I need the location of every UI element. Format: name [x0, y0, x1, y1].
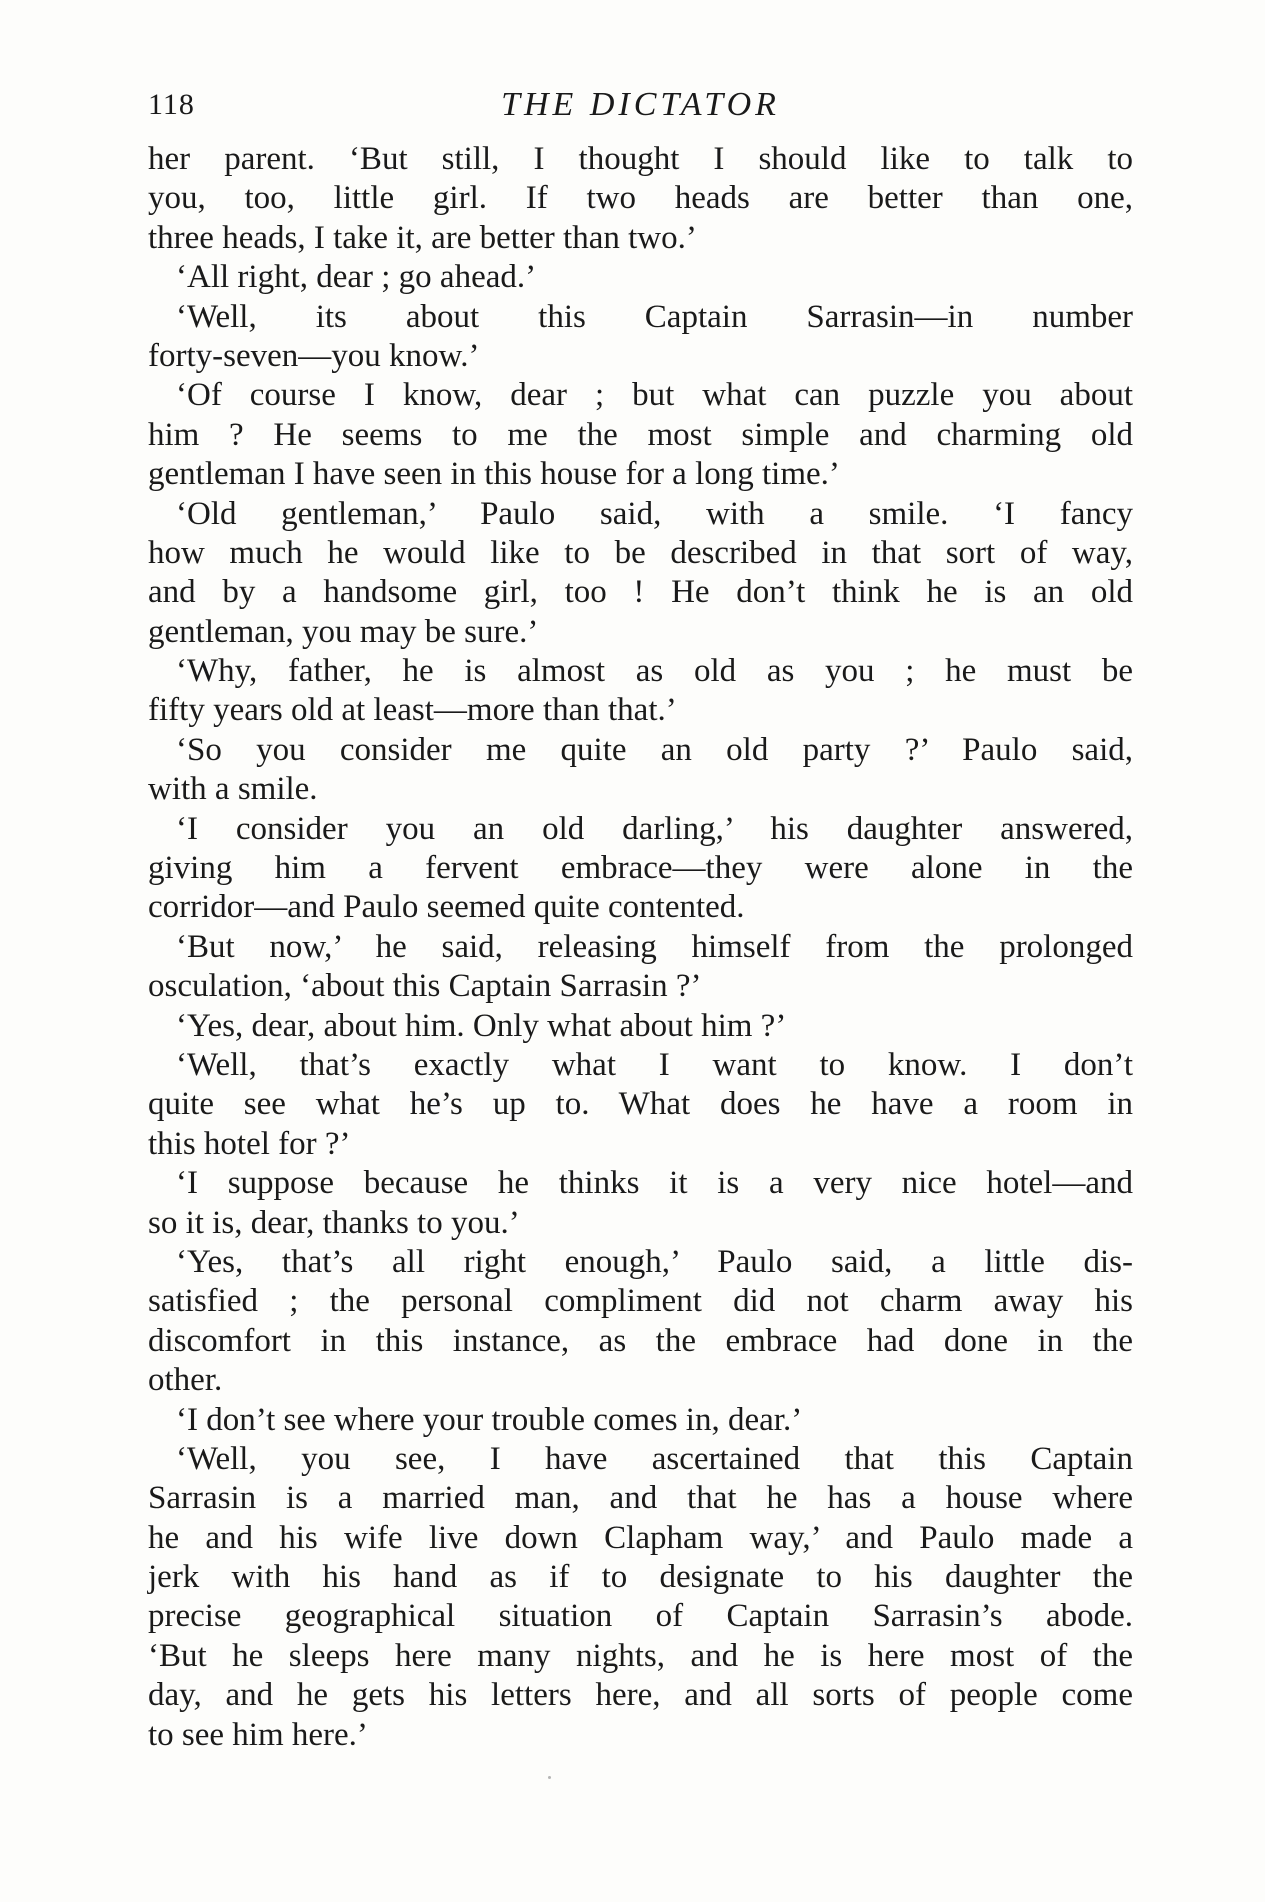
text-line: jerk with his hand as if to designate to his daughter the — [148, 1559, 1133, 1596]
text-line: ‘Of course I know, dear ; but what can puzzle you about — [176, 377, 1133, 414]
paper-speck — [548, 1776, 551, 1779]
text-line: osculation, ‘about this Captain Sarrasin ?’ — [148, 968, 702, 1005]
text-line: ‘So you consider me quite an old party ?’ Paulo said, — [176, 731, 1133, 768]
text-line: giving him a fervent embrace—they were alone in the — [148, 850, 1133, 887]
text-line: ‘All right, dear ; go ahead.’ — [176, 259, 537, 296]
text-line: ‘But he sleeps here many nights, and he is here most of the — [148, 1637, 1133, 1674]
text-line: this hotel for ?’ — [148, 1125, 351, 1162]
text-line: ‘But now,’ he said, releasing himself from the prolonged — [176, 928, 1133, 965]
text-line: three heads, I take it, are better than two.’ — [148, 219, 697, 256]
text-line: so it is, dear, thanks to you.’ — [148, 1204, 520, 1241]
text-line: and by a handsome girl, too ! He don’t think he is an old — [148, 574, 1133, 611]
text-line: gentleman I have seen in this house for a long time.’ — [148, 456, 840, 493]
text-line: he and his wife live down Clapham way,’ and Paulo made a — [148, 1519, 1133, 1556]
text-line: with a smile. — [148, 771, 318, 808]
text-line: quite see what he’s up to. What does he have a room in — [148, 1086, 1133, 1123]
text-line: ‘I don’t see where your trouble comes in, dear.’ — [176, 1401, 803, 1438]
text-line: Sarrasin is a married man, and that he has a house where — [148, 1480, 1133, 1517]
text-line: you, too, little girl. If two heads are better than one, — [148, 180, 1133, 217]
text-line: ‘I consider you an old darling,’ his daughter answered, — [176, 810, 1133, 847]
text-line: corridor—and Paulo seemed quite contented. — [148, 889, 745, 926]
text-line: ‘Why, father, he is almost as old as you ; he must be — [176, 653, 1133, 690]
text-line: ‘Yes, that’s all right enough,’ Paulo said, a little dis- — [176, 1243, 1133, 1280]
text-line: how much he would like to be described in that sort of way, — [148, 534, 1133, 571]
text-line: fifty years old at least—more than that.’ — [148, 692, 677, 729]
text-line: ‘Yes, dear, about him. Only what about him ?’ — [176, 1007, 787, 1044]
text-line: him ? He seems to me the most simple and charming old — [148, 416, 1133, 453]
text-line: other. — [148, 1362, 223, 1399]
text-line: her parent. ‘But still, I thought I should like to talk to — [148, 141, 1133, 177]
text-line: ‘Well, that’s exactly what I want to know. I don’t — [176, 1046, 1133, 1083]
text-line: discomfort in this instance, as the embrace had done in the — [148, 1322, 1133, 1359]
text-line: day, and he gets his letters here, and all sorts of people come — [148, 1677, 1133, 1714]
text-line: to see him here.’ — [148, 1716, 368, 1753]
text-line: satisfied ; the personal compliment did not charm away his — [148, 1283, 1133, 1320]
text-line: ‘I suppose because he thinks it is a very nice hotel—and — [176, 1165, 1133, 1202]
body-text — [148, 140, 1133, 1755]
running-title: THE DICTATOR — [501, 86, 780, 123]
text-line: ‘Old gentleman,’ Paulo said, with a smile. ‘I fancy — [176, 495, 1133, 532]
page-number: 118 — [148, 88, 195, 121]
text-line: gentleman, you may be sure.’ — [148, 613, 539, 650]
text-line: forty-seven—you know.’ — [148, 337, 480, 374]
page-header — [148, 82, 1133, 142]
text-line: ‘Well, you see, I have ascertained that this Captain — [176, 1440, 1133, 1477]
text-line: ‘Well, its about this Captain Sarrasin—in number — [176, 298, 1133, 335]
text-line: precise geographical situation of Captain Sarrasin’s abode. — [148, 1598, 1133, 1635]
